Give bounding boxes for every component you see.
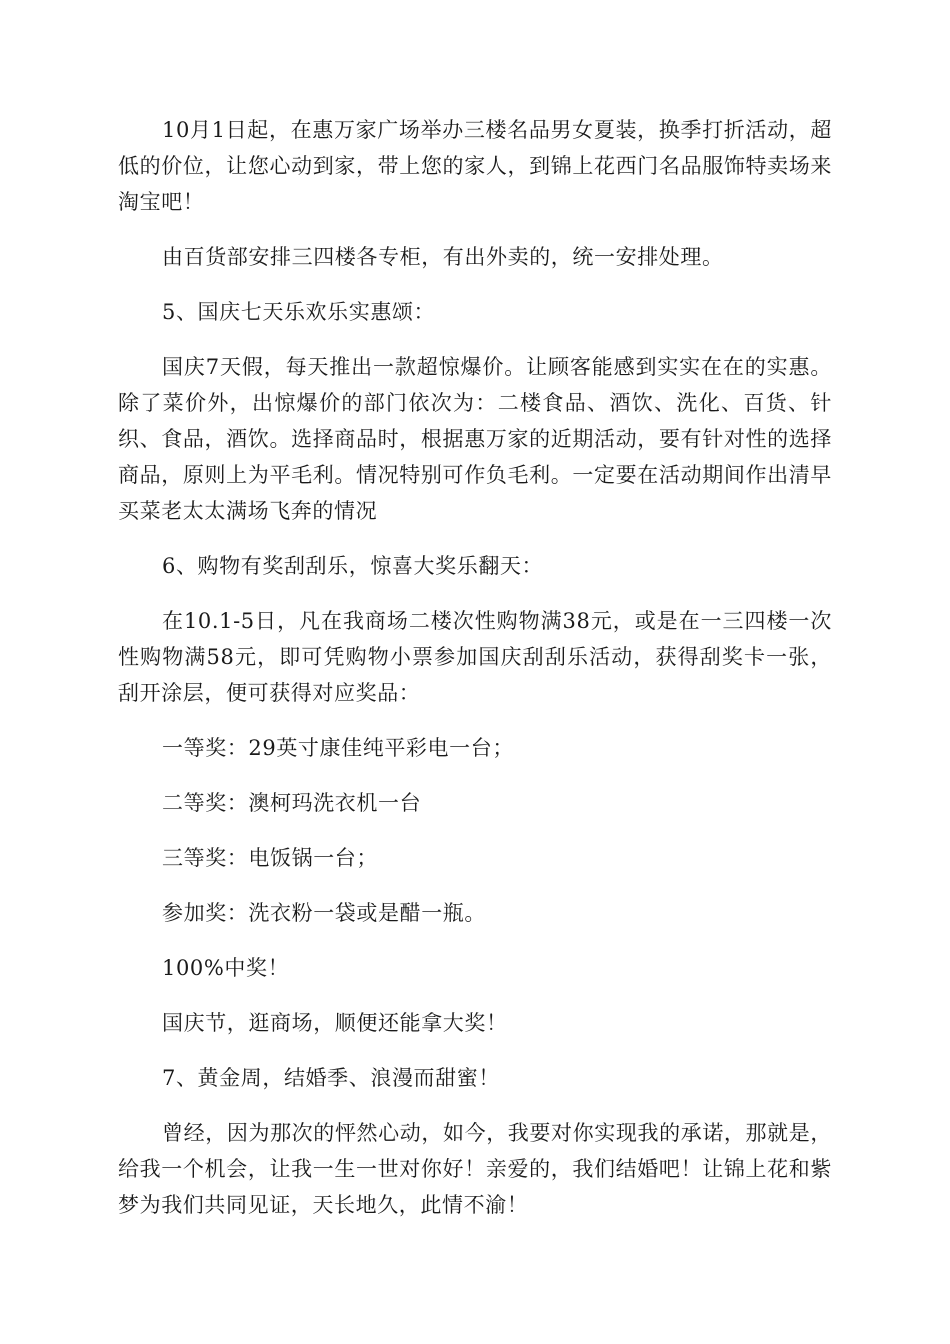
paragraph-scratch-card: 在10.1-5日，凡在我商场二楼次性购物满38元，或是在一三四楼一次性购物满58元，即可凭购物小票参加国庆刮刮乐活动，获得刮奖卡一张，刮开涂层，便可获得对应奖品： [118,609,832,705]
paragraph-daily-deals: 国庆7天假，每天推出一款超惊爆价。让顾客能感到实实在在的实惠。除了菜价外，出惊爆价的部门依次为：二楼食品、酒饮、洗化、百货、针织、食品，酒饮。选择商品时，根据惠万家的近期活动，要有针对性的选择商品，原则上为平毛利。情况特别可作负毛利。一定要在活动期间作出清早买菜老太太满场飞奔的情况 [118,355,832,523]
prize-participation: 参加奖：洗衣粉一袋或是醋一瓶。 [162,901,486,925]
paragraph-sale-intro: 10月1日起，在惠万家广场举办三楼名品男女夏装，换季打折活动，超低的价位，让您心动到家，带上您的家人，到锦上花西门名品服饰特卖场来淘宝吧！ [118,118,832,214]
prize-second: 二等奖：澳柯玛洗衣机一台 [162,791,422,815]
paragraph-wedding-promise: 曾经，因为那次的怦然心动，如今，我要对你实现我的承诺，那就是，给我一个机会，让我一生一世对你好！亲爱的，我们结婚吧！让锦上花和紫梦为我们共同见证，天长地久，此情不渝！ [118,1121,832,1217]
section-heading-5: 5、国庆七天乐欢乐实惠颂： [162,300,436,324]
section-heading-7: 7、黄金周，结婚季、浪漫而甜蜜！ [162,1066,500,1090]
prize-third: 三等奖：电饭锅一台； [162,846,378,870]
paragraph-slogan: 国庆节，逛商场，顺便还能拿大奖！ [162,1011,508,1035]
document-body [118,112,832,1242]
paragraph-win-rate: 100%中奖！ [162,956,290,980]
prize-first: 一等奖：29英寸康佳纯平彩电一台； [162,736,514,760]
paragraph-department-arrangement: 由百货部安排三四楼各专柜，有出外卖的，统一安排处理。 [162,245,724,269]
section-heading-6: 6、购物有奖刮刮乐，惊喜大奖乐翻天： [162,554,544,578]
